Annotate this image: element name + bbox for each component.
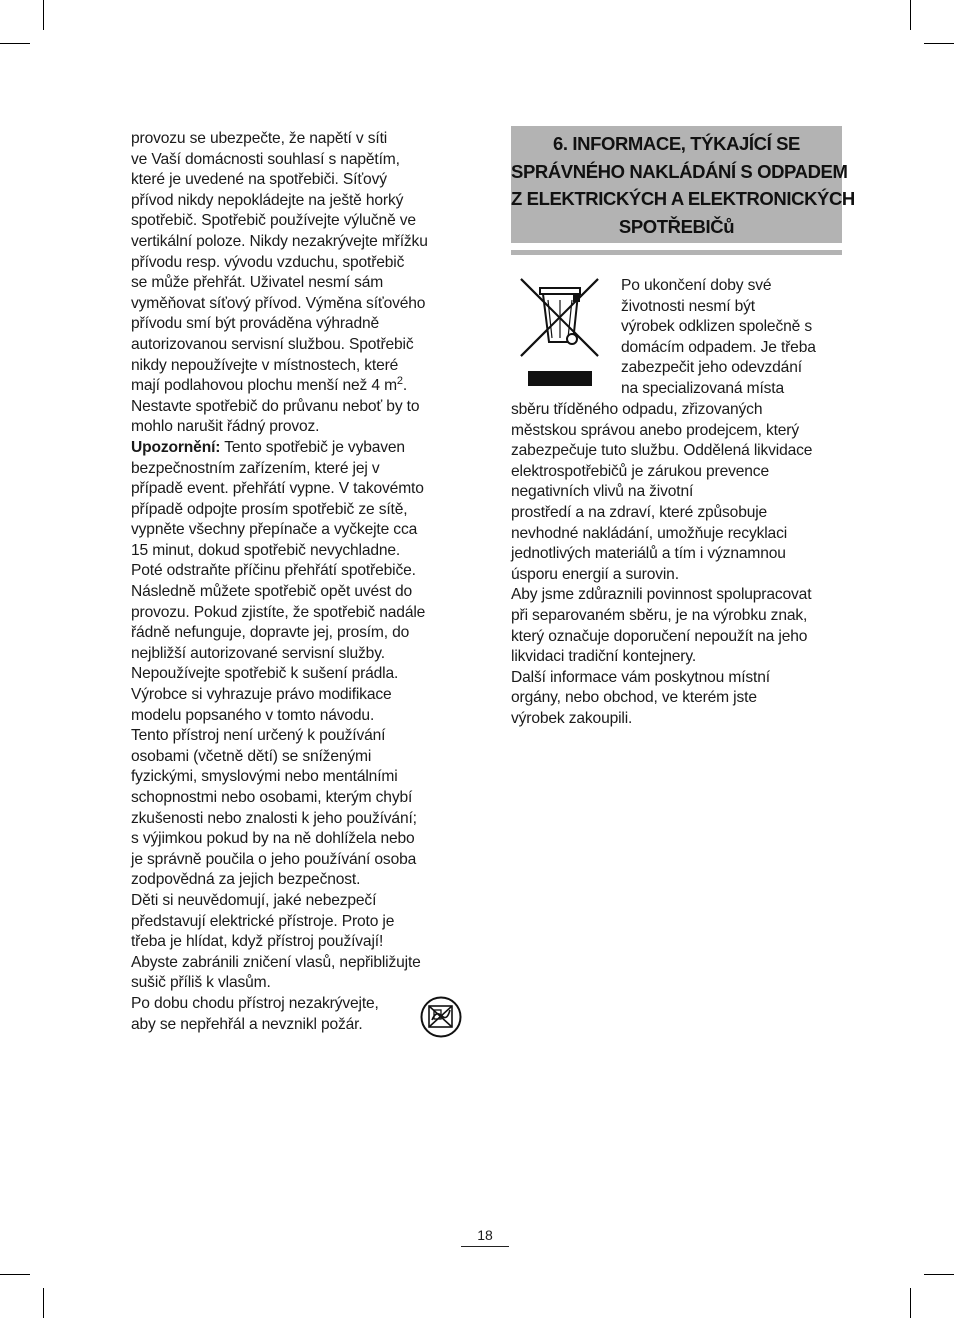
- text-line: výrobek odklizen společně s: [621, 318, 812, 336]
- crop-mark: [924, 43, 954, 44]
- weee-body-text: [511, 400, 851, 730]
- crop-mark: [910, 1288, 911, 1318]
- text-line: vertikální poloze. Nikdy nezakrývejte mřížku: [131, 232, 428, 250]
- text-line: spotřebič. Spotřebič používejte výlučně ve: [131, 212, 416, 230]
- text-line: Abyste zabránili zničení vlasů, nepřibližujte: [131, 953, 421, 971]
- text-line: Po ukončení doby své: [621, 277, 772, 294]
- text-line: zkušenosti nebo znalosti k jeho používání;: [131, 809, 417, 827]
- text-line: modelu popsaného v tomto návodu.: [131, 706, 375, 724]
- text-line: zabezpečit jeho odevzdání: [621, 359, 802, 377]
- text-line: fyzickými, smyslovými nebo mentálními: [131, 768, 398, 786]
- text-line: životnosti nesmí být: [621, 297, 755, 315]
- text-line: nejbližší autorizované servisní služby.: [131, 644, 385, 662]
- text-line: Poté odstraňte příčinu přehřátí spotřebiče.: [131, 562, 416, 580]
- text-line: vypněte všechny přepínače a vyčkejte cca: [131, 521, 418, 539]
- section-heading: [511, 126, 855, 243]
- heading-line: SPRÁVNÉHO NAKLÁDÁNÍ S ODPADEM: [511, 160, 848, 182]
- text-line: provozu se ubezpečte, že napětí v síti: [131, 130, 388, 147]
- weee-intro-text: [621, 276, 851, 400]
- text-line: Tento přístroj není určený k používání: [131, 727, 386, 745]
- heading-underline: [511, 250, 842, 255]
- text-line: třeba je hlídat, když přístroj používají!: [131, 933, 384, 951]
- text-line: představují elektrické přístroje. Proto je: [131, 912, 395, 930]
- text-line: které je uvedené na spotřebiči. Síťový: [131, 171, 387, 189]
- text-line: sušič příliš k vlasům.: [131, 974, 271, 992]
- text-line: autorizovanou servisní službou. Spotřebič: [131, 335, 414, 353]
- text-line: negativních vlivů na životní: [511, 483, 694, 501]
- heading-line: Z ELEKTRICKÝCH A ELEKTRONICKÝCH: [511, 188, 855, 209]
- do-not-cover-icon: [420, 996, 462, 1038]
- text-line: Po dobu chodu přístroj nezakrývejte,: [131, 994, 379, 1012]
- text-line: 15 minut, dokud spotřebič nevychladne.: [131, 541, 401, 559]
- text-line: ve Vaší domácnosti souhlasí s napětím,: [131, 150, 400, 168]
- text-line: domácím odpadem. Je třeba: [621, 338, 816, 356]
- text-line: Nestavte spotřebič do průvanu neboť by to: [131, 397, 420, 415]
- crop-mark: [910, 0, 911, 30]
- text-line: případě odpojte prosím spotřebič ze sítě,: [131, 500, 408, 518]
- crop-mark: [924, 1274, 954, 1275]
- text-line: elektrospotřebičů je zárukou prevence: [511, 462, 769, 480]
- text-line: sběru tříděného odpadu, zřizovaných: [511, 401, 763, 418]
- text-line: Nepoužívejte spotřebič k sušení prádla.: [131, 665, 399, 683]
- crop-mark: [43, 1288, 44, 1318]
- text-line: likvidaci tradiční kontejnery.: [511, 648, 697, 666]
- text-line: Další informace vám poskytnou místní: [511, 668, 770, 686]
- text-line: úsporu energií a surovin.: [511, 565, 679, 583]
- text-line: který označuje doporučení nepoužít na jeho: [511, 627, 808, 645]
- warning-line: Upozornění: Tento spotřebič je vybaven: [131, 438, 405, 456]
- text-line: nikdy nepoužívejte v místnostech, které: [131, 356, 399, 374]
- text-line: zodpovědná za jejich bezpečnost.: [131, 871, 361, 889]
- text-line: provozu. Pokud zjistíte, že spotřebič nadále: [131, 603, 426, 621]
- left-column-text: [131, 129, 471, 1035]
- crossed-out-wheelie-bin-icon: [518, 276, 600, 390]
- heading-line: 6. INFORMACE, TÝKAJÍCÍ SE: [553, 133, 800, 154]
- text-line: výrobek zakoupili.: [511, 709, 633, 727]
- text-line: případě event. přehřátí vypne. V takovémto: [131, 480, 424, 498]
- text-line: při separovaném sběru, je na výrobku znak,: [511, 606, 808, 624]
- text-line: zabezpečuje tuto službu. Oddělená likvidace: [511, 442, 813, 460]
- text-line: s výjimkou pokud by na ně dohlížela nebo: [131, 830, 415, 848]
- crop-mark: [0, 43, 30, 44]
- text-line: aby se nepřehřál a nevznikl požár.: [131, 1015, 363, 1033]
- text-line: městskou správou anebo prodejcem, který: [511, 421, 799, 439]
- floor-area-line: mají podlahovou plochu menší než 4 $m^2$.: [131, 374, 408, 395]
- text-line: vyměňovat síťový přívod. Výměna síťového: [131, 294, 426, 312]
- text-line: přívodu smí být prováděna výhradně: [131, 315, 380, 333]
- crop-mark: [43, 0, 44, 30]
- text-line: Následně můžete spotřebič opět uvést do: [131, 583, 413, 601]
- text-line: mohlo narušit řádný provoz.: [131, 418, 320, 436]
- text-line: Děti si neuvědomují, jaké nebezpečí: [131, 891, 377, 909]
- text-line: se může přehřát. Uživatel nesmí sám: [131, 274, 384, 292]
- text-line: osobami (včetně dětí) se sníženými: [131, 747, 372, 765]
- text-line: Výrobce si vyhrazuje právo modifikace: [131, 686, 392, 704]
- text-line: je správně poučila o jeho používání osoba: [131, 850, 417, 868]
- text-line: Aby jsme zdůraznili povinnost spolupracovat: [511, 586, 812, 604]
- text-line: přívod nikdy nepokládejte na ještě horký: [131, 191, 404, 209]
- text-line: schopnostmi nebo osobami, kterým chybí: [131, 789, 413, 806]
- text-line: nevhodné nakládání, umožňuje recyklaci: [511, 524, 788, 542]
- text-line: na specializovaná místa: [621, 379, 784, 397]
- text-line: bezpečnostním zařízením, které jej v: [131, 459, 380, 477]
- page-number: 18: [461, 1226, 509, 1247]
- text-line: přívodu resp. vývodu vzduchu, spotřebič: [131, 253, 405, 271]
- crop-mark: [0, 1274, 30, 1275]
- text-line: orgány, nebo obchod, ve kterém jste: [511, 689, 757, 707]
- heading-line: SPOTŘEBIČů: [618, 215, 735, 237]
- text-line: prostředí a na zdraví, které způsobuje: [511, 503, 768, 521]
- text-line: řádně nefunguje, dopravte jej, prosím, do: [131, 624, 410, 642]
- text-line: jednotlivých materiálů a tím i významnou: [511, 545, 786, 563]
- warning-label: Upozornění:: [131, 438, 221, 456]
